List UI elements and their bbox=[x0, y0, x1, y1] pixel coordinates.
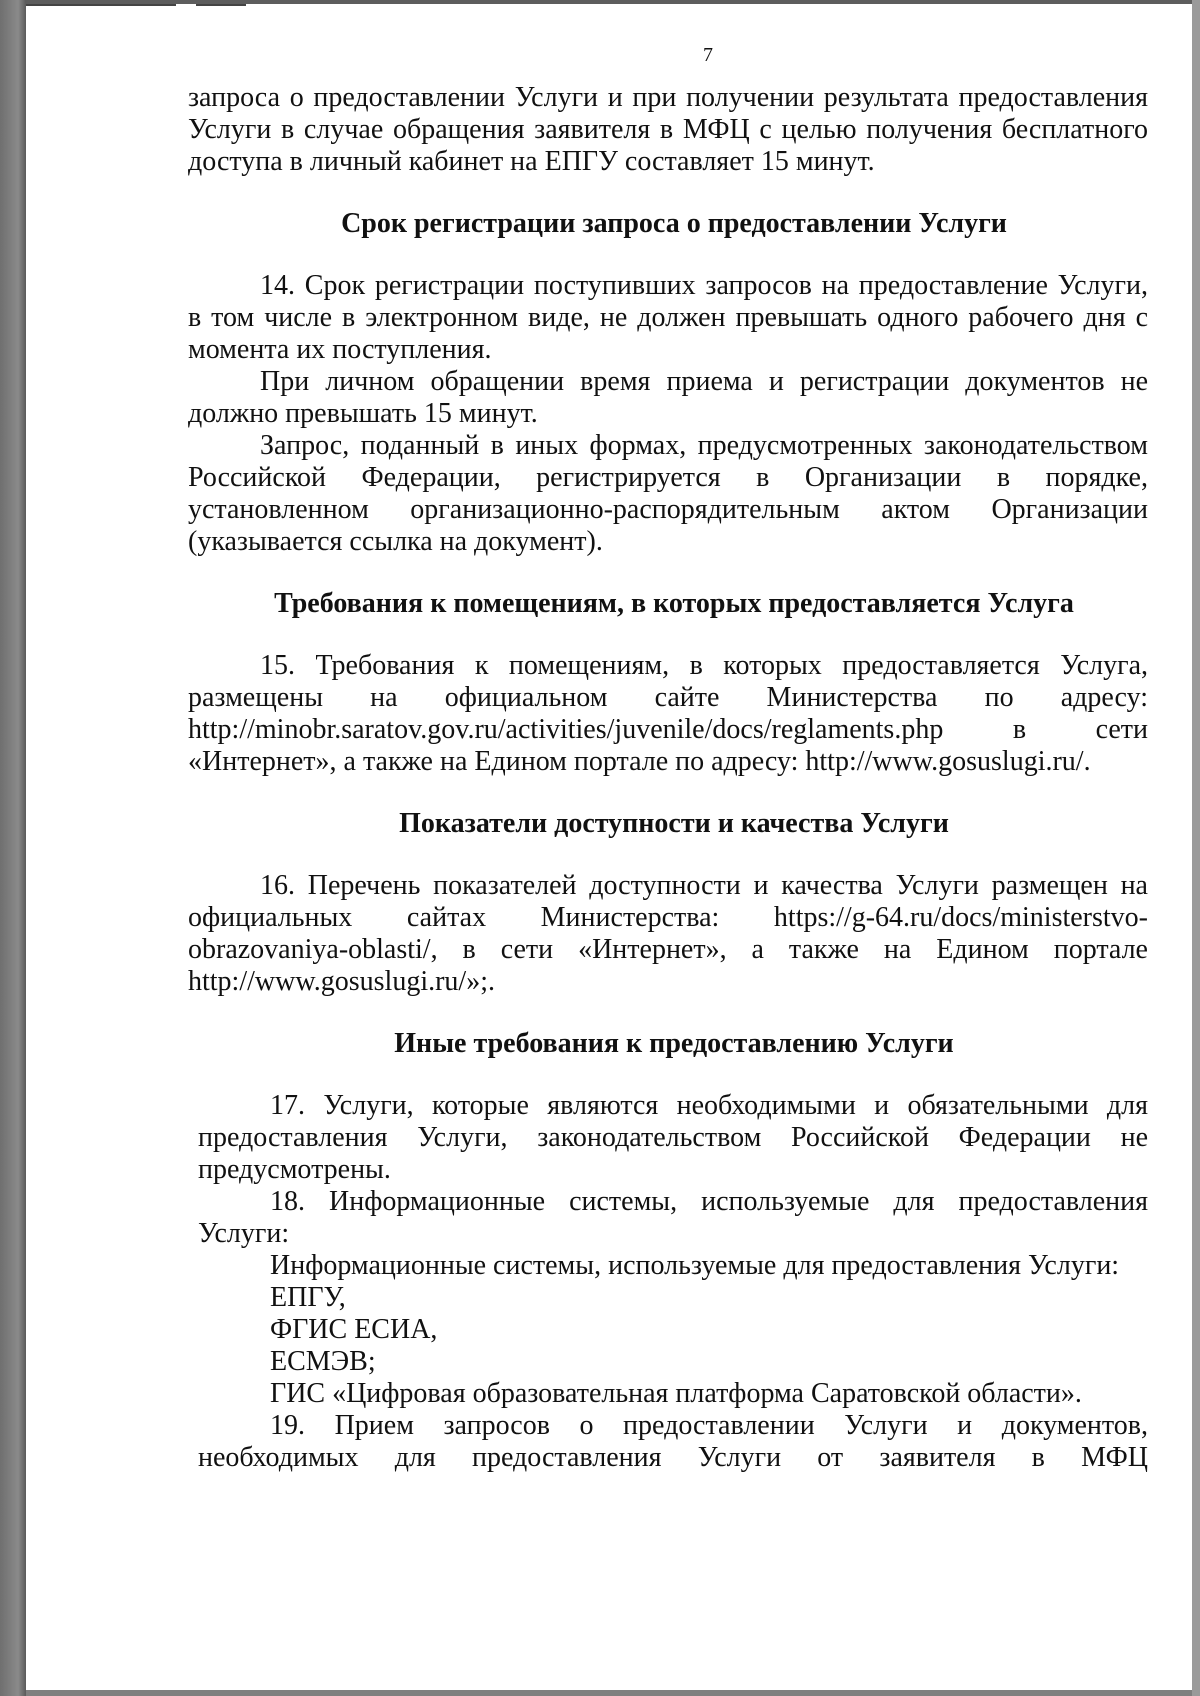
paragraph-14: 14. Срок регистрации поступивших запросов на предоставление Услуги, в том числе в электронном виде, не должен превышать одного рабочего дня с момента их поступления. bbox=[188, 270, 1148, 365]
document-page bbox=[26, 4, 1192, 1690]
scan-left-edge bbox=[0, 0, 26, 1696]
paragraph-other-forms: Запрос, поданный в иных формах, предусмотренных законодательством Российской Федерации, регистрируется в Организации в порядке, установленном организационно-распорядительным актом Организации (указывается ссылка на документ). bbox=[188, 430, 1148, 557]
heading-registration-term: Срок регистрации запроса о предоставлении Услуги bbox=[341, 208, 1007, 239]
info-system-item: ЕСМЭВ; bbox=[270, 1346, 376, 1377]
heading-premises-requirements: Требования к помещениям, в которых предоставляется Услуга bbox=[274, 588, 1074, 619]
intro-paragraph: запроса о предоставлении Услуги и при получении результата предоставления Услуги в случае обращения заявителя в МФЦ с целью получения бесплатного доступа в личный кабинет на ЕПГУ составляет 15 минут. bbox=[188, 82, 1148, 177]
paragraph-15: 15. Требования к помещениям, в которых предоставляется Услуга, размещены на официальном сайте Министерства по адресу: http://minobr.saratov.gov.ru/activities/juvenile/docs/reglaments.php в сети «Интернет», а также на Едином портале по адресу: http://www.gosuslugi.ru/. bbox=[188, 650, 1148, 777]
heading-quality-indicators: Показатели доступности и качества Услуги bbox=[399, 808, 949, 839]
paragraph-17: 17. Услуги, которые являются необходимыми и обязательными для предоставления Услуги, законодательством Российской Федерации не предусмотрены. bbox=[198, 1090, 1148, 1185]
paragraph-18: 18. Информационные системы, используемые для предоставления Услуги: bbox=[198, 1186, 1148, 1249]
info-system-item: ФГИС ЕСИА, bbox=[270, 1314, 438, 1345]
paragraph-19: 19. Прием запросов о предоставлении Услуги и документов, необходимых для предоставления Услуги от заявителя в МФЦ bbox=[198, 1410, 1148, 1473]
info-system-item: ГИС «Цифровая образовательная платформа Саратовской области». bbox=[270, 1378, 1082, 1409]
heading-other-requirements: Иные требования к предоставлению Услуги bbox=[394, 1028, 954, 1059]
scan-right-edge bbox=[1192, 0, 1200, 1696]
paragraph-personal-visit: При личном обращении время приема и регистрации документов не должно превышать 15 минут. bbox=[188, 366, 1148, 429]
info-systems-list-intro: Информационные системы, используемые для предоставления Услуги: bbox=[270, 1250, 1120, 1281]
page-number: 7 bbox=[703, 44, 713, 66]
scan-artifact-marks bbox=[26, 4, 266, 7]
info-system-item: ЕПГУ, bbox=[270, 1282, 346, 1313]
paragraph-16: 16. Перечень показателей доступности и качества Услуги размещен на официальных сайтах Министерства: https://g-64.ru/docs/ministerstvo-obrazovaniya-oblasti/, в сети «Интернет», а также на Едином портале http://www.gosuslugi.ru/»;. bbox=[188, 870, 1148, 997]
